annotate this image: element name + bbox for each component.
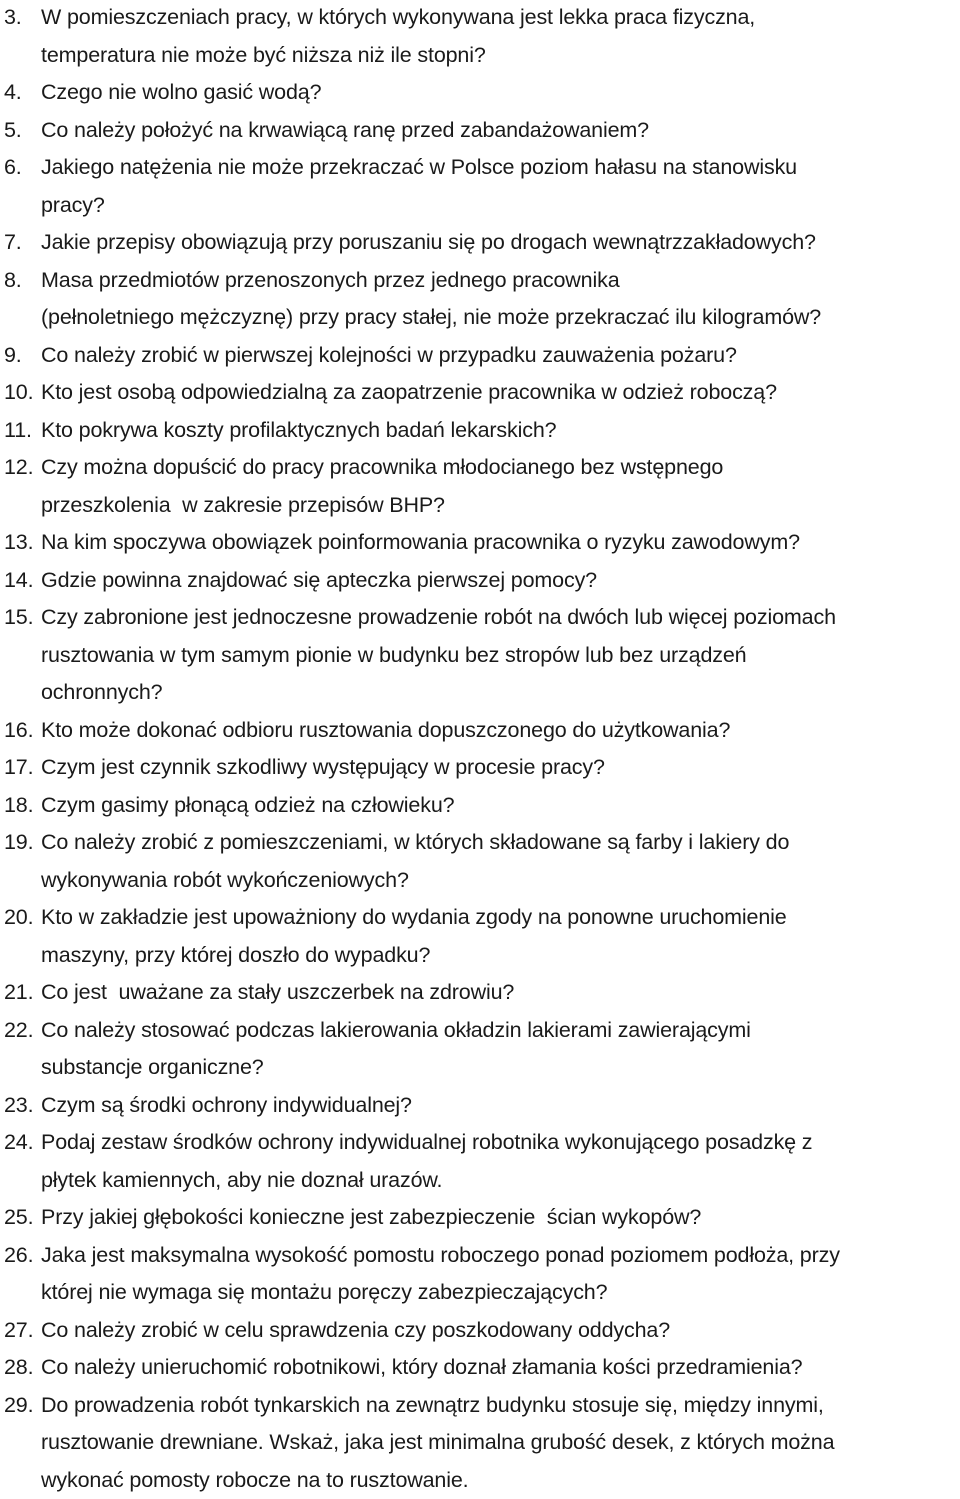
question-text xyxy=(41,524,958,562)
question-item xyxy=(0,1387,960,1499)
question-text-line: Przy jakiej głębokości konieczne jest zabezpieczenie ścian wykopów? xyxy=(41,1199,958,1237)
question-text-line: maszyny, przy której doszło do wypadku? xyxy=(41,937,958,975)
question-item xyxy=(0,224,960,262)
question-text-line: Podaj zestaw środków ochrony indywidualnej robotnika wykonującego posadzkę z xyxy=(41,1124,958,1162)
question-text-line: Co należy zrobić w pierwszej kolejności w przypadku zauważenia pożaru? xyxy=(41,337,958,375)
question-text xyxy=(41,1349,958,1387)
question-text-line: ochronnych? xyxy=(41,674,958,712)
question-item xyxy=(0,1199,960,1237)
question-item xyxy=(0,412,960,450)
question-text-line: Co należy unieruchomić robotnikowi, który doznał złamania kości przedramienia? xyxy=(41,1349,958,1387)
question-text-line: rusztowanie drewniane. Wskaż, jaka jest minimalna grubość desek, z których można xyxy=(41,1424,958,1462)
question-number: 16. xyxy=(4,712,33,750)
question-item xyxy=(0,974,960,1012)
question-text-line: Co należy zrobić z pomieszczeniami, w których składowane są farby i lakiery do xyxy=(41,824,958,862)
question-item xyxy=(0,149,960,224)
question-text xyxy=(41,1312,958,1350)
question-text-line: Na kim spoczywa obowiązek poinformowania pracownika o ryzyku zawodowym? xyxy=(41,524,958,562)
question-item xyxy=(0,824,960,899)
question-number: 23. xyxy=(4,1087,33,1125)
question-text xyxy=(41,262,958,337)
question-number: 6. xyxy=(4,149,22,187)
question-text-line: W pomieszczeniach pracy, w których wykonywana jest lekka praca fizyczna, xyxy=(41,0,958,37)
question-number: 15. xyxy=(4,599,33,637)
question-text-line: Co należy położyć na krwawiącą ranę przed zabandażowaniem? xyxy=(41,112,958,150)
question-number: 13. xyxy=(4,524,33,562)
question-item xyxy=(0,449,960,524)
question-item xyxy=(0,787,960,825)
question-item xyxy=(0,1012,960,1087)
question-text-line: Jakie przepisy obowiązują przy poruszaniu się po drogach wewnątrzzakładowych? xyxy=(41,224,958,262)
question-item xyxy=(0,337,960,375)
question-text-line: Jakiego natężenia nie może przekraczać w Polsce poziom hałasu na stanowisku xyxy=(41,149,958,187)
question-item xyxy=(0,1087,960,1125)
question-item xyxy=(0,562,960,600)
question-text-line: Czym jest czynnik szkodliwy występujący w procesie pracy? xyxy=(41,749,958,787)
question-number: 5. xyxy=(4,112,22,150)
question-text-line: Co należy zrobić w celu sprawdzenia czy poszkodowany oddycha? xyxy=(41,1312,958,1350)
question-number: 4. xyxy=(4,74,22,112)
question-number: 24. xyxy=(4,1124,33,1162)
question-text-line: temperatura nie może być niższa niż ile stopni? xyxy=(41,37,958,75)
question-number: 19. xyxy=(4,824,33,862)
question-item xyxy=(0,899,960,974)
question-text xyxy=(41,562,958,600)
question-number: 14. xyxy=(4,562,33,600)
question-text xyxy=(41,787,958,825)
question-text-line: Masa przedmiotów przenoszonych przez jednego pracownika xyxy=(41,262,958,300)
question-text xyxy=(41,1387,958,1499)
question-number: 21. xyxy=(4,974,33,1012)
question-text xyxy=(41,1199,958,1237)
question-text-line: rusztowania w tym samym pionie w budynku bez stropów lub bez urządzeń xyxy=(41,637,958,675)
question-text-line: której nie wymaga się montażu poręczy zabezpieczających? xyxy=(41,1274,958,1312)
question-text-line: Czego nie wolno gasić wodą? xyxy=(41,74,958,112)
question-text xyxy=(41,899,958,974)
question-text xyxy=(41,1087,958,1125)
question-text-line: (pełnoletniego mężczyznę) przy pracy stałej, nie może przekraczać ilu kilogramów? xyxy=(41,299,958,337)
question-item xyxy=(0,749,960,787)
question-number: 3. xyxy=(4,0,22,37)
question-text xyxy=(41,337,958,375)
question-number: 28. xyxy=(4,1349,33,1387)
question-number: 10. xyxy=(4,374,33,412)
question-text-line: wykonać pomosty robocze na to rusztowanie. xyxy=(41,1462,958,1499)
question-text xyxy=(41,149,958,224)
question-text xyxy=(41,1237,958,1312)
question-text xyxy=(41,449,958,524)
question-text-line: Czy można dopuścić do pracy pracownika młodocianego bez wstępnego xyxy=(41,449,958,487)
question-text-line: Czym są środki ochrony indywidualnej? xyxy=(41,1087,958,1125)
question-item xyxy=(0,1312,960,1350)
question-text-line: wykonywania robót wykończeniowych? xyxy=(41,862,958,900)
question-text xyxy=(41,1124,958,1199)
question-text-line: Co należy stosować podczas lakierowania okładzin lakierami zawierającymi xyxy=(41,1012,958,1050)
question-text xyxy=(41,112,958,150)
question-text-line: Kto w zakładzie jest upoważniony do wydania zgody na ponowne uruchomienie xyxy=(41,899,958,937)
question-item xyxy=(0,262,960,337)
question-number: 17. xyxy=(4,749,33,787)
question-text-line: pracy? xyxy=(41,187,958,225)
question-text-line: przeszkolenia w zakresie przepisów BHP? xyxy=(41,487,958,525)
question-text xyxy=(41,974,958,1012)
question-number: 25. xyxy=(4,1199,33,1237)
question-text-line: Gdzie powinna znajdować się apteczka pierwszej pomocy? xyxy=(41,562,958,600)
question-item xyxy=(0,1124,960,1199)
question-text-line: Kto jest osobą odpowiedzialną za zaopatrzenie pracownika w odzież roboczą? xyxy=(41,374,958,412)
question-text-line: substancje organiczne? xyxy=(41,1049,958,1087)
question-text-line: Czym gasimy płonącą odzież na człowieku? xyxy=(41,787,958,825)
question-item xyxy=(0,599,960,712)
question-item xyxy=(0,524,960,562)
question-item xyxy=(0,0,960,74)
question-text-line: Kto pokrywa koszty profilaktycznych badań lekarskich? xyxy=(41,412,958,450)
question-text xyxy=(41,1012,958,1087)
question-number: 22. xyxy=(4,1012,33,1050)
question-item xyxy=(0,1349,960,1387)
question-text-line: płytek kamiennych, aby nie doznał urazów. xyxy=(41,1162,958,1200)
question-number: 9. xyxy=(4,337,22,375)
question-number: 29. xyxy=(4,1387,33,1425)
question-item xyxy=(0,1237,960,1312)
question-number: 20. xyxy=(4,899,33,937)
question-text xyxy=(41,374,958,412)
question-text-line: Kto może dokonać odbioru rusztowania dopuszczonego do użytkowania? xyxy=(41,712,958,750)
question-item xyxy=(0,112,960,150)
question-text xyxy=(41,224,958,262)
question-text-line: Do prowadzenia robót tynkarskich na zewnątrz budynku stosuje się, między innymi, xyxy=(41,1387,958,1425)
question-text xyxy=(41,712,958,750)
question-text xyxy=(41,74,958,112)
question-text xyxy=(41,824,958,899)
question-item xyxy=(0,74,960,112)
question-text-line: Jaka jest maksymalna wysokość pomostu roboczego ponad poziomem podłoża, przy xyxy=(41,1237,958,1275)
question-text xyxy=(41,749,958,787)
question-number: 27. xyxy=(4,1312,33,1350)
question-text xyxy=(41,0,958,74)
question-text-line: Czy zabronione jest jednoczesne prowadzenie robót na dwóch lub więcej poziomach xyxy=(41,599,958,637)
question-item xyxy=(0,712,960,750)
question-number: 11. xyxy=(4,412,32,450)
question-text-line: Co jest uważane za stały uszczerbek na zdrowiu? xyxy=(41,974,958,1012)
question-number: 26. xyxy=(4,1237,33,1275)
question-number: 12. xyxy=(4,449,33,487)
question-item xyxy=(0,374,960,412)
question-text xyxy=(41,599,958,712)
question-number: 18. xyxy=(4,787,33,825)
question-text xyxy=(41,412,958,450)
question-number: 7. xyxy=(4,224,22,262)
question-number: 8. xyxy=(4,262,22,300)
